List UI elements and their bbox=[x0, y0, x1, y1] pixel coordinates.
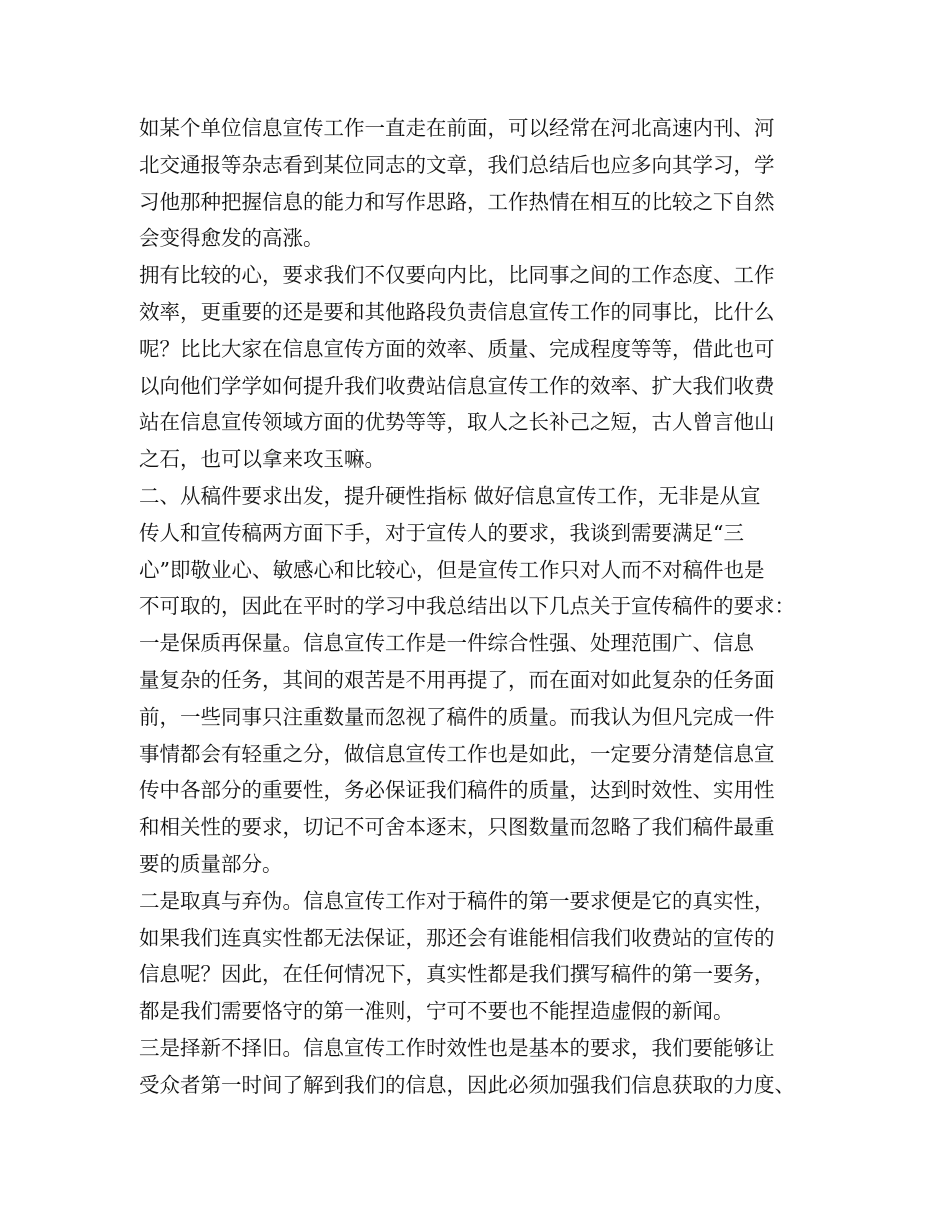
text-line: 效率，更重要的还是要和其他路段负责信息宣传工作的同事比，比什么 bbox=[139, 299, 775, 324]
text-line: 如某个单位信息宣传工作一直走在前面，可以经常在河北高速内刊、河 bbox=[139, 116, 775, 140]
text-line: 前，一些同事只注重数量而忽视了稿件的质量。而我认为但凡完成一件 bbox=[139, 704, 775, 729]
text-line: 和相关性的要求，切记不可舍本逐末，只图数量而忽略了我们稿件最重 bbox=[139, 815, 775, 840]
text-line: 二是取真与弃伪。信息宣传工作对于稿件的第一要求便是它的真实性， bbox=[139, 888, 775, 913]
text-line: 习他那种把握信息的能力和写作思路，工作热情在相互的比较之下自然 bbox=[139, 189, 775, 214]
text-line: 之石，也可以拿来攻玉嘛。 bbox=[139, 447, 385, 472]
text-line: 会变得愈发的高涨。 bbox=[139, 226, 324, 251]
text-line: 拥有比较的心，要求我们不仅要向内比，比同事之间的工作态度、工作 bbox=[139, 263, 775, 288]
text-line: 传人和宣传稿两方面下手，对于宣传人的要求，我谈到需要满足“三 bbox=[139, 520, 744, 545]
text-line: 信息呢？因此，在任何情况下，真实性都是我们撰写稿件的第一要务， bbox=[139, 962, 775, 987]
text-line: 如果我们连真实性都无法保证，那还会有谁能相信我们收费站的宣传的 bbox=[139, 925, 775, 950]
text-line: 呢？比比大家在信息宣传方面的效率、质量、完成程度等等，借此也可 bbox=[139, 336, 775, 361]
text-line: 心”即敬业心、敏感心和比较心，但是宣传工作只对人而不对稿件也是 bbox=[139, 557, 765, 582]
text-line: 以向他们学学如何提升我们收费站信息宣传工作的效率、扩大我们收费 bbox=[139, 373, 775, 398]
text-line: 事情都会有轻重之分，做信息宣传工作也是如此，一定要分清楚信息宣 bbox=[139, 741, 775, 766]
text-line: 都是我们需要恪守的第一准则，宁可不要也不能捏造虚假的新闻。 bbox=[139, 999, 734, 1024]
text-line: 三是择新不择旧。信息宣传工作时效性也是基本的要求，我们要能够让 bbox=[139, 1035, 775, 1060]
text-line: 二、从稿件要求出发，提升硬性指标 做好信息宣传工作，无非是从宣 bbox=[139, 483, 761, 508]
text-line: 站在信息宣传领域方面的优势等等，取人之长补己之短，古人曾言他山 bbox=[139, 410, 775, 435]
text-line: 一是保质再保量。信息宣传工作是一件综合性强、处理范围广、信息 bbox=[139, 631, 754, 656]
text-line: 北交通报等杂志看到某位同志的文章，我们总结后也应多向其学习，学 bbox=[139, 152, 775, 177]
text-line: 受众者第一时间了解到我们的信息，因此必须加强我们信息获取的力度、 bbox=[139, 1072, 795, 1097]
text-line: 不可取的，因此在平时的学习中我总结出以下几点关于宣传稿件的要求： bbox=[139, 594, 795, 619]
body-text bbox=[139, 110, 829, 1104]
text-line: 量复杂的任务，其间的艰苦是不用再提了，而在面对如此复杂的任务面 bbox=[139, 667, 775, 692]
text-line: 要的质量部分。 bbox=[139, 851, 283, 876]
text-line: 传中各部分的重要性，务必保证我们稿件的质量，达到时效性、实用性 bbox=[139, 778, 775, 803]
